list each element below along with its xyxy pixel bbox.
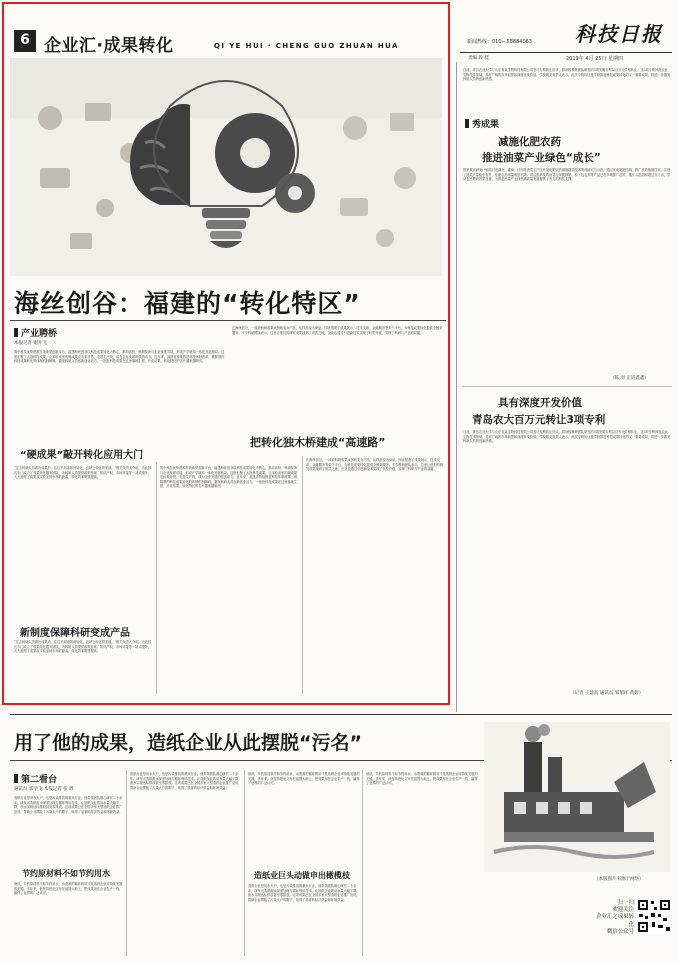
bottom-body-5: 造纸行业是用水大户，也是污染排放的重点行业。他带领团队潜心研究二十余年，研发出造纸废水深度处理与循环利用技术，让造纸企业的用水量大幅下降，废水实现达标排放甚至零排放。这项成果已在全国多家大型造纸企业推广应用，帮助企业摆脱了污染大户的帽子，取得了显著的经济效益和环境效益。 <box>248 884 360 902</box>
section-title: 企业汇·成果转化 <box>44 36 174 56</box>
main-byline: 本报记者 谢开飞 <box>14 341 47 346</box>
side-story2-title-2: 青岛农大百万元转让3项专利 <box>472 414 606 426</box>
bottom-body-3: 造纸行业是用水大户，也是污染排放的重点行业。他带领团队潜心研究二十余年，研发出造纸废水深度处理与循环利用技术，让造纸企业的用水量大幅下降，废水实现达标排放甚至零排放。这项成果已在全国多家大型造纸企业推广应用，帮助企业摆脱了污染大户的帽子，取得了显著的经济效益和环境效益。 <box>130 772 242 790</box>
side-story1-title-1: 减施化肥农药 <box>498 136 561 148</box>
main-body-right: 在海丝创谷，一项项科研成果从图纸变为产品，从样品变为商品。园区搭建了成果展示、技术交易、金融服务等多个平台，为科技成果转化提供全链条服务。不少科研团队表示，这里让他们的研究成果找到了用武之地，企业也通过引进新技术实现了转型升级，实现了科研与产业的双赢。 <box>232 326 443 335</box>
factory-illustration <box>484 722 670 872</box>
bottom-body-2: 他说，节约原材料不如节约用水，水资源的循环利用才是造纸企业可持续发展的关键。多年来，他坚持把论文写在祖国大地上，把成果用在企业生产一线，赢得了业界的广泛认可。 <box>14 882 123 896</box>
side-story1-byline: （陈 羽 正道鑫鑫） <box>610 376 649 381</box>
side-story2-title-1: 具有深度开发价值 <box>498 397 582 409</box>
qr-line-2: 欢迎关注 <box>612 907 634 914</box>
main-column-tag: 产业聘桥 <box>14 326 57 339</box>
side-story1-body: 国家重点研发计划项目在湖北、湖南、江西等油菜主产区开展化肥农药减施增效技术集成研究与示范，通过优化施肥结构、推广高效植保技术，实现了油菜产量稳中有升、化肥农药用量明显下降。项目组研发的油菜专用缓释肥、种子包衣剂等产品已在多地推广应用，累计示范面积超过百万亩，带动农民增收效果显著，为推进油菜产业绿色高质量发展提供了有力的科技支撑。 <box>463 168 671 182</box>
section-pinyin: QI YE HUI · CHENG GUO ZHUAN HUA <box>214 42 399 50</box>
main-body-col1b: “过去科研人员做出成果后，往往不知道如何转化，也缺乏转化的渠道。”相关负责人介绍，为此园区专门成立了成果转化服务团队，为科研人员提供政策咨询、知识产权、市场对接等一站式服务，大大缩短了成果从实验室到市场的距离，转化效率明显提高。 <box>14 640 152 654</box>
qr-line-4: 微信公众号 <box>607 928 634 935</box>
issue-date: 2019年 4月 25日 星期四 <box>566 56 624 62</box>
qr-line-1: 扫一扫 <box>617 900 634 906</box>
main-body-intro: 集中科技优势资源打造新型创新平台，福建海丝创谷以科技成果转化为核心，推动高校、科研院所与企业深度对接，形成产学研用一体化发展格局。这里汇聚了大批科技成果，让实验室里的硬成果走出象牙塔，走进生产线，成为企业发展的强劲动力。近年来，福建省持续推进科技体制改革，破除制约科技成果转化的体制机制障碍，激发科研人员创新创业活力，一批批科技成果在这里落地生根、开花结果，转化特区的名片越来越响亮。 <box>14 350 225 364</box>
main-subhead-2: 新制度保障科研变成产品 <box>20 628 130 639</box>
hero-illustration <box>10 58 442 276</box>
bottom-subhead-2: 造纸业巨头动做申出橄榄枝 <box>254 871 350 880</box>
side-story1-title-2: 推进油菜产业绿色“成长” <box>482 152 601 164</box>
side-story2-body: 日前，青岛农业大学与山东省某生物科技有限公司签订专利转让协议，将该校科研团队研发的3项发明专利以百万元价格转让。这3项专利涉及农业生物技术领域，具有广阔的市场前景和深度开发价值。学校相关负责人表示，此次专利转让是学校推进科技成果转化的又一重要成果，将进一步激发科研人员的创新热情。 <box>463 430 671 444</box>
main-subhead-1: “硬成果”敲开转化应用大门 <box>20 450 144 461</box>
side-column-tag: 秀成果 <box>465 117 499 130</box>
bottom-headline: 用了他的成果，造纸企业从此摆脱“污名” <box>14 732 362 754</box>
news-hotline: 新闻热线：010—58884063 <box>467 39 532 45</box>
bottom-body-6: 他说，节约原材料不如节约用水，水资源的循环利用才是造纸企业可持续发展的关键。多年来，他坚持把论文写在祖国大地上，把成果用在企业生产一线，赢得了业界的广泛认可。 <box>366 772 478 786</box>
bottom-byline: 通讯员 郭学飞 本报记者 张 晔 <box>14 787 74 792</box>
image-caption: （本版图片来源于网络） <box>594 877 644 882</box>
main-body-col1: “过去科研人员做出成果后，往往不知道如何转化，也缺乏转化的渠道。”相关负责人介绍，为此园区专门成立了成果转化服务团队，为科研人员提供政策咨询、知识产权、市场对接等一站式服务，大大缩短了成果从实验室到市场的距离，转化效率明显提高。 <box>14 466 152 480</box>
page-number: 6 <box>14 30 36 52</box>
main-subhead-3: 把转化独木桥建成“高速路” <box>250 436 386 449</box>
main-headline: 海丝创谷：福建的“转化特区” <box>14 289 361 318</box>
bottom-body-1: 造纸行业是用水大户，也是污染排放的重点行业。他带领团队潜心研究二十余年，研发出造纸废水深度处理与循环利用技术，让造纸企业的用水量大幅下降，废水实现达标排放甚至零排放。这项成果已在全国多家大型造纸企业推广应用，帮助企业摆脱了污染大户的帽子，取得了显著的经济效益和环境效益。 <box>14 796 123 814</box>
main-body-col2: 集中科技优势资源打造新型创新平台，福建海丝创谷以科技成果转化为核心，推动高校、科研院所与企业深度对接，形成产学研用一体化发展格局。这里汇聚了大批科技成果，让实验室里的硬成果走出象牙塔，走进生产线，成为企业发展的强劲动力。近年来，福建省持续推进科技体制改革，破除制约科技成果转化的体制机制障碍，激发科研人员创新创业活力，一批批科技成果在这里落地生根、开花结果，转化特区的名片越来越响亮。 <box>160 466 298 489</box>
newspaper-logo: 科技日报 <box>575 22 663 46</box>
editor-credit: 责编 段 佳 <box>468 56 489 61</box>
bottom-body-4: 他说，节约原材料不如节约用水，水资源的循环利用才是造纸企业可持续发展的关键。多年来，他坚持把论文写在祖国大地上，把成果用在企业生产一线，赢得了业界的广泛认可。 <box>248 772 360 786</box>
bottom-subhead-1: 节约原材料不如节约用水 <box>22 869 110 878</box>
qr-code-icon[interactable] <box>636 898 672 934</box>
side-story2-byline: （记者 王建高 通讯员 邹瑞祥 黄婷） <box>570 691 644 696</box>
qr-line-3: 企业汇之成果转化 <box>596 914 634 928</box>
main-body-col3: 在海丝创谷，一项项科研成果从图纸变为产品，从样品变为商品。园区搭建了成果展示、技术交易、金融服务等多个平台，为科技成果转化提供全链条服务。不少科研团队表示，这里让他们的研究成果找到了用武之地，企业也通过引进新技术实现了转型升级，实现了科研与产业的双赢。 <box>306 458 444 472</box>
bottom-column-tag: 第二看台 <box>14 772 57 785</box>
qr-caption <box>596 900 634 936</box>
side-body-top: 日前，青岛农业大学与山东省某生物科技有限公司签订专利转让协议，将该校科研团队研发的3项发明专利以百万元价格转让。这3项专利涉及农业生物技术领域，具有广阔的市场前景和深度开发价值。学校相关负责人表示，此次专利转让是学校推进科技成果转化的又一重要成果，将进一步激发科研人员的创新热情。 <box>463 68 671 82</box>
